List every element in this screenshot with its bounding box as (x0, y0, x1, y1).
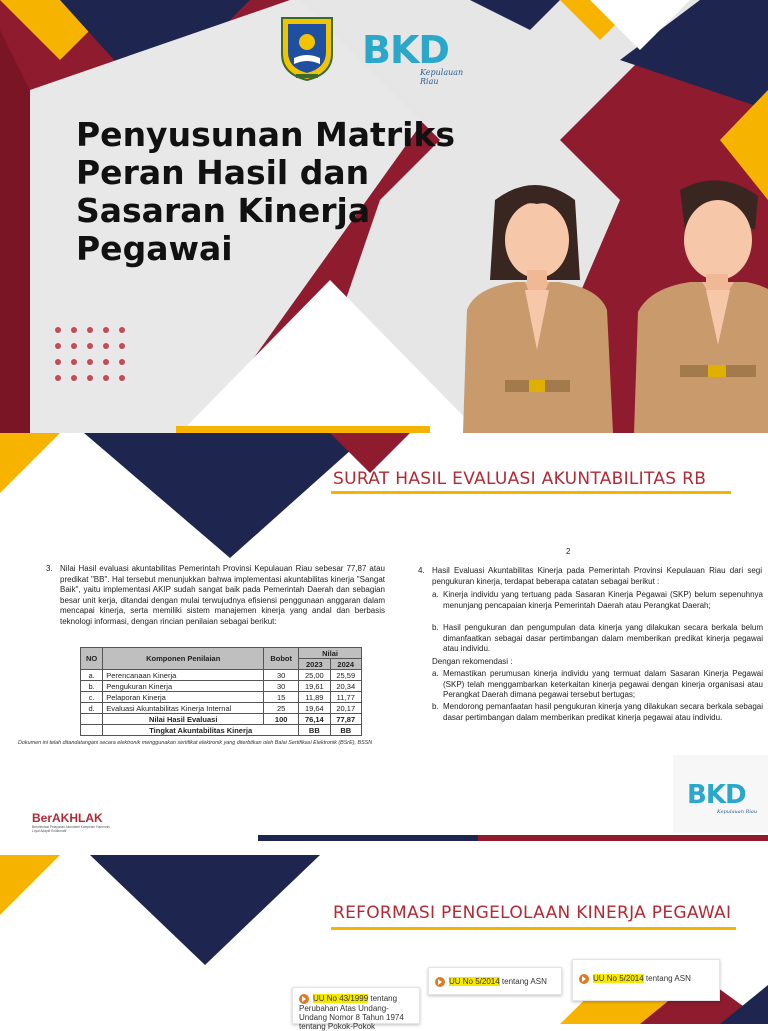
header-bobot: Bobot (264, 648, 299, 670)
law-highlight: UU No 5/2014 (449, 977, 500, 987)
row-bobot: 30 (264, 670, 299, 681)
law-box (428, 967, 562, 995)
table-tingkat-row (81, 725, 362, 736)
cover-slide (0, 0, 768, 433)
play-bullet-icon (579, 974, 589, 984)
header-no: NO (81, 648, 103, 670)
row-2024: 20,34 (330, 681, 361, 692)
tingkat-2024: BB (330, 725, 361, 736)
table-row (81, 703, 362, 714)
row-bobot: 25 (264, 703, 299, 714)
woman-figure (463, 185, 613, 433)
section-title: REFORMASI PENGELOLAAN KINERJA PEGAWAI (333, 903, 732, 923)
row-2024: 20,17 (330, 703, 361, 714)
row-bobot: 30 (264, 681, 299, 692)
bkd-logo-small (673, 755, 768, 833)
recommend-mark: b. (432, 702, 439, 711)
row-2024: 25,59 (330, 670, 361, 681)
right-intro: Hasil Evaluasi Akuntabilitas Kinerja pada Pemerintah Provinsi Kepulauan Riau dari segi pengukuran kinerja, terdapat beberapa catatan sebagai berikut : (432, 566, 762, 586)
bkd-logo-subtitle: Kepulauan Riau (420, 68, 464, 86)
berakhlak-logo-subtitle: Berorientasi Pelayanan Akuntabel Kompeten Harmonis Loyal Adaptif Kolaboratif (32, 825, 110, 833)
law-highlight: UU No 5/2014 (593, 974, 644, 984)
play-bullet-icon (435, 977, 445, 987)
bkd-logo-subtitle: Kepulauan Riau (717, 809, 758, 815)
point-mark: a. (432, 590, 439, 599)
decorative-dots (52, 324, 132, 384)
recommend-mark: a. (432, 669, 439, 678)
bkd-logo-text: BKD (362, 28, 449, 72)
table-row (81, 681, 362, 692)
row-2023: 11,89 (299, 692, 330, 703)
table-row (81, 692, 362, 703)
law-text: tentang Perubahan Atas Undang-Undang Nomor 8 Tahun 1974 tentang Pokok-Pokok (299, 994, 404, 1031)
section-title: SURAT HASIL EVALUASI AKUNTABILITAS RB (333, 469, 707, 489)
table-row (81, 670, 362, 681)
total-2024: 77,87 (330, 714, 361, 725)
row-komponen: Pelaporan Kinerja (103, 692, 264, 703)
row-komponen: Evaluasi Akuntabilitas Kinerja Internal (103, 703, 264, 714)
cover-title-line: Penyusunan Matriks (76, 115, 456, 154)
row-no: b. (81, 681, 103, 692)
cover-title-line: Pegawai (76, 229, 233, 268)
footnote: Dokumen ini telah ditandatangani secara elektronik menggunakan sertifikat elektronik yang diterbitkan oleh Balai Sertifikasi Elektronik (BSrE), BSSN (18, 740, 373, 746)
law-text: tentang ASN (643, 974, 691, 984)
point-text: Hasil pengukuran dan pengumpulan data kinerja yang dilakukan secara berkala belum dimanfaatkan sebagai dasar pertimbangan dalam memberikan predikat kinerja pegawai atau individu. (443, 623, 763, 653)
evaluation-table (80, 647, 362, 736)
law-box (572, 959, 720, 1001)
row-2023: 25,00 (299, 670, 330, 681)
row-komponen: Pengukuran Kinerja (103, 681, 264, 692)
table-header-row (81, 648, 362, 659)
row-no: a. (81, 670, 103, 681)
reform-slide (0, 835, 768, 1031)
row-no: c. (81, 692, 103, 703)
header-2023: 2023 (299, 659, 330, 670)
row-2023: 19,61 (299, 681, 330, 692)
provincial-emblem-icon (278, 14, 336, 82)
header-komponen: Komponen Penilaian (103, 648, 264, 670)
header-2024: 2024 (330, 659, 361, 670)
civil-servants-illustration (455, 170, 768, 433)
cover-title-line: Peran Hasil dan (76, 153, 370, 192)
man-figure (634, 180, 768, 433)
tingkat-2023: BB (299, 725, 330, 736)
tingkat-label: Tingkat Akuntabilitas Kinerja (103, 725, 299, 736)
row-komponen: Perencanaan Kinerja (103, 670, 264, 681)
table-total-row (81, 714, 362, 725)
left-paragraph: Nilai Hasil evaluasi akuntabilitas Pemerintah Provinsi Kepulauan Riau sebesar 77,87 atau predikat "BB". Hal tersebut menunjukkan bahwa implementasi akuntabilitas kinerja "Sangat Baik", yaitu implementasi AKIP sudah sangat baik pada Pemerintah Daerah dan sebagian besar unit kerja, ditandai dengan mulai terwujudnya efisiensi penggunaan anggaran dalam mencapai kinerja, serta memiliki sistem manajemen kinerja yang andal dan berbasis teknologi informasi, dengan rincian penilaian sebagai berikut: (60, 564, 385, 626)
evaluation-slide (0, 433, 768, 833)
total-2023: 76,14 (299, 714, 330, 725)
berakhlak-logo (32, 811, 152, 833)
bkd-logo-text: BKD (687, 780, 746, 810)
item-number: 3. (46, 564, 53, 573)
law-text: tentang ASN (499, 977, 547, 987)
row-no: d. (81, 703, 103, 714)
item-number: 4. (418, 566, 425, 575)
total-bobot: 100 (264, 714, 299, 725)
law-highlight: UU No 43/1999 (313, 994, 369, 1004)
bkd-logo (362, 28, 472, 86)
page-number: 2 (566, 547, 571, 556)
point-text: Kinerja individu yang tertuang pada Sasaran Kinerja Pegawai (SKP) belum sepenuhnya menunjang pencapaian kinerja Pemerintah Daerah atau Perangkat Daerah; (443, 590, 763, 610)
recommend-label: Dengan rekomendasi : (432, 657, 513, 666)
recommend-text: Mendorong pemanfaatan hasil pengukuran kinerja yang dilakukan secara berkala sebagai dasar pertimbangan dalam memberikan predikat kinerja pegawai atau individu. (443, 702, 763, 722)
total-label: Nilai Hasil Evaluasi (103, 714, 264, 725)
row-2023: 19,64 (299, 703, 330, 714)
law-box (292, 987, 420, 1031)
play-bullet-icon (299, 994, 309, 1004)
row-2024: 11,77 (330, 692, 361, 703)
point-mark: b. (432, 623, 439, 632)
title-underline (331, 927, 736, 930)
cover-title-line: Sasaran Kinerja (76, 191, 371, 230)
berakhlak-logo-text: BerAKHLAK (32, 811, 103, 825)
header-nilai: Nilai (299, 648, 362, 659)
cover-title (76, 116, 496, 268)
row-bobot: 15 (264, 692, 299, 703)
recommend-text: Memastikan perumusan kinerja individu yang termuat dalam Sasaran Kinerja Pegawai (SKP) telah menggambarkan keterkaitan kinerja pegawai dengan kinerja organisasi atau Perangkat Daerah dimana pegawai tersebut bertugas; (443, 669, 763, 699)
title-underline (331, 491, 731, 494)
